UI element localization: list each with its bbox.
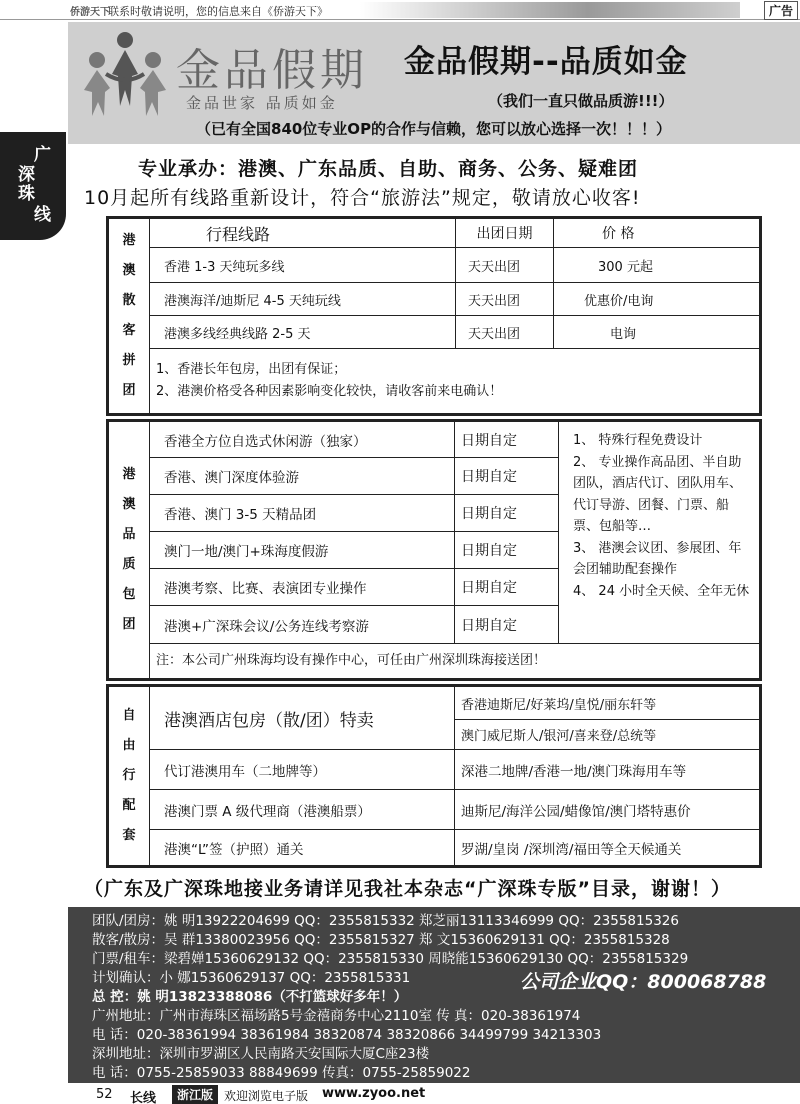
policy-headline: 10月起所有线路重新设计，符合“旅游法”规定，敬请放心收客! <box>84 187 641 209</box>
contact-row: 计划确认：小 娜15360629137 QQ：2355815331 <box>92 970 411 986</box>
website-link[interactable]: www.zyoo.net <box>322 1086 426 1101</box>
brand-tagline: 金品世家 品质如金 <box>186 94 338 112</box>
ebook-invite: 欢迎浏览电子版 <box>224 1089 309 1103</box>
route-cell: 港澳+广深珠会议/公务连线考察游 <box>150 606 455 644</box>
benefit-item: 4、 24 小时全天候、全年无休 <box>573 583 750 599</box>
page-number: 52 <box>96 1087 113 1102</box>
contact-row: 团队/团房：姚 明13922204699 QQ：2355815332 郑芝丽13113346999 QQ：2355815326 <box>92 913 679 929</box>
price-cell: 优惠价/电询 <box>554 283 761 316</box>
table-row <box>108 686 761 720</box>
date-cell: 天天出团 <box>456 283 554 316</box>
benefits-cell <box>559 421 761 644</box>
section-label: 港澳品质包团 <box>108 421 150 680</box>
notes-row <box>108 349 761 415</box>
contact-row: 散客/散房：吴 群13380023956 QQ：2355815327 郑 文15360629131 QQ：2355815328 <box>92 932 670 948</box>
route-cell: 港澳多线经典线路 2-5 天 <box>150 316 456 349</box>
section-label: 港澳散客拼团 <box>108 218 150 415</box>
scatter-group-table <box>106 216 762 416</box>
benefit-item: 2、 专业操作高品团、半自助团队，酒店代订、团队用车、代订导游、团餐、门票、船票、包船等… <box>573 454 743 534</box>
notes-cell <box>150 349 761 415</box>
hotel-item-cell: 香港迪斯尼/好莱坞/皇悦/丽东轩等 <box>455 686 761 720</box>
company-header <box>68 22 800 144</box>
table-row <box>108 830 761 867</box>
ad-tag: 广告 <box>764 1 798 20</box>
sub-slogan: （我们一直只做品质游!!!） <box>488 92 674 110</box>
date-cell: 日期自定 <box>455 458 559 495</box>
contact-row: 门票/租车：梁碧婵15360629132 QQ：2355815330 周晓能15360629130 QQ：2355815329 <box>92 951 689 967</box>
quality-tour-table <box>106 419 762 681</box>
contact-row: 深圳地址：深圳市罗湖区人民南路天安国际大厦C座23楼 <box>92 1046 430 1062</box>
brand-name: 金品假期 <box>176 45 368 96</box>
gradient-bar <box>360 2 740 18</box>
enterprise-qq: 公司企业QQ：800068788 <box>520 971 767 993</box>
service-cell: 港澳门票 A 级代理商（港澳船票） <box>150 790 455 830</box>
detail-cell: 迪斯尼/海洋公园/蜡像馆/澳门塔特惠价 <box>455 790 761 830</box>
route-cell: 港澳考察、比赛、表演团专业操作 <box>150 569 455 606</box>
side-tab-char: 广 <box>34 145 51 165</box>
table-row <box>108 421 761 458</box>
price-cell: 电询 <box>554 316 761 349</box>
date-cell: 天天出团 <box>456 248 554 283</box>
magazine-name: 长线 <box>130 1091 157 1104</box>
note-line: 2、港澳价格受各种因素影响变化较快，请收客前来电确认！ <box>156 384 503 399</box>
service-headline: 专业承办：港澳、广东品质、自助、商务、公务、疑难团 <box>138 158 639 180</box>
date-cell: 日期自定 <box>455 532 559 569</box>
service-cell: 代订港澳用车（二地牌等） <box>150 750 455 790</box>
column-header-route: 行程线路 <box>150 218 456 248</box>
date-cell: 日期自定 <box>455 606 559 644</box>
route-cell: 香港、澳门深度体验游 <box>150 458 455 495</box>
edition-badge: 浙江版 <box>172 1085 218 1104</box>
column-header-price: 价 格 <box>554 218 761 248</box>
contact-row: 电 话：0755-25859033 88849699 传真：0755-25859022 <box>92 1065 471 1081</box>
contact-box <box>68 907 800 1083</box>
detail-cell: 深港二地牌/香港一地/澳门珠海用车等 <box>455 750 761 790</box>
contact-notice: 联系时敬请说明，您的信息来自《侨游天下》 <box>108 5 328 18</box>
detail-cell: 罗湖/皇岗 /深圳湾/福田等全天候通关 <box>455 830 761 867</box>
route-cell: 香港 1-3 天纯玩多线 <box>150 248 456 283</box>
partner-note: （已有全国840位专业OP的合作与信赖，您可以放心选择一次！！！） <box>196 120 672 138</box>
route-cell: 澳门一地/澳门+珠海度假游 <box>150 532 455 569</box>
route-cell: 香港全方位自选式休闲游（独家） <box>150 421 455 458</box>
route-cell: 港澳海洋/迪斯尼 4-5 天纯玩线 <box>150 283 456 316</box>
table-row <box>108 248 761 283</box>
benefit-item: 3、 港澳会议团、参展团、年会团辅助配套操作 <box>573 540 742 577</box>
side-tab-char: 深珠 <box>18 165 35 204</box>
note-cell: 注：本公司广州珠海均设有操作中心，可任由广州深圳珠海接送团！ <box>150 644 761 680</box>
page-footer <box>0 1084 800 1104</box>
date-cell: 日期自定 <box>455 569 559 606</box>
date-cell: 日期自定 <box>455 421 559 458</box>
table-row <box>108 316 761 349</box>
free-travel-table <box>106 684 762 868</box>
people-logo-icon <box>80 30 170 120</box>
top-strip <box>0 0 800 20</box>
service-cell: 港澳“L”签（护照）通关 <box>150 830 455 867</box>
date-cell: 日期自定 <box>455 495 559 532</box>
hotel-item-cell: 澳门威尼斯人/银河/喜来登/总统等 <box>455 720 761 750</box>
section-label: 自由行配套 <box>108 686 150 867</box>
contact-row: 总 控：姚 明13823388086（不打篮球好多年！） <box>92 989 408 1005</box>
table-row <box>108 790 761 830</box>
hotel-title-cell: 港澳酒店包房（散/团）特卖 <box>150 686 455 750</box>
table-row <box>108 283 761 316</box>
note-line: 1、香港长年包房，出团有保证； <box>156 362 347 377</box>
section-side-tab <box>0 132 66 240</box>
benefit-item: 1、 特殊行程免费设计 <box>573 433 703 448</box>
notes-row <box>108 644 761 680</box>
route-cell: 香港、澳门 3-5 天精品团 <box>150 495 455 532</box>
main-slogan: 金品假期--品质如金 <box>404 44 688 80</box>
side-tab-char: 线 <box>34 205 51 225</box>
contact-row: 广州地址：广州市海珠区福场路5号金禧商务中心2110室 传 真：020-38361974 <box>92 1008 581 1024</box>
price-cell: 300 元起 <box>554 248 761 283</box>
table-row <box>108 750 761 790</box>
column-header-date: 出团日期 <box>456 218 554 248</box>
contact-row: 电 话：020-38361994 38361984 38320874 38320866 34499799 34213303 <box>92 1027 602 1043</box>
date-cell: 天天出团 <box>456 316 554 349</box>
magazine-mark: 侨游天下 <box>70 7 110 18</box>
local-service-banner: （广东及广深珠地接业务请详见我社本杂志“广深珠专版”目录，谢谢！） <box>84 878 731 900</box>
